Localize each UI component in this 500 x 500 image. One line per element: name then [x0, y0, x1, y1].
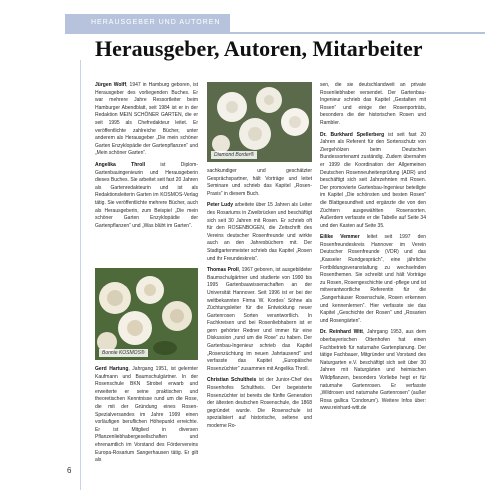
text-column-1 [95, 82, 198, 260]
bio-name: Dr. Reinhard Witt [320, 329, 363, 336]
bio-text: leitet seit 1997 den Rosenfreundeskreis Hannover im Verein Deutscher Rosenfreunde (VDR) und das „Kasseler Rundgespräch“, eine jährliche Fortbildungsveranstaltung zu wechselnden Rosenthemen. Sie schreibt und hält Vorträge zu Rosen, Rosengeschichte und -pflege und ist mitverantwortliche Referentin für die „Sangerhäuser Rosenschule, Rosen erkennen und kennenlernen“. Hier verfasste sie das Kapitel „Geschichte der Rosen“ und „Rosarien und Rosengärten“. [320, 234, 426, 324]
bio-text: , 1947 in Hamburg geboren, ist Herausgeber des vorliegenden Buches. Er war mehrere Jahre Ressortleiter beim Hamburger Abendblatt, seit 1984 ist er in der Redaktion MEIN SCHÖNER GARTEN, die er seit 1995 als Chefredakteur leitet. Er veröffentlichte zahlreiche Bücher, unter anderem als Herausgeber „Die mein schöner Garten Enzyklopädie der Gartenpflanzen“ und „Mein schöner Garten“. [95, 82, 198, 157]
bio-name: Thomas Proll [207, 267, 239, 274]
rose-photo-bonnie [95, 268, 198, 360]
bio-name: Peter Ludy [207, 202, 234, 209]
bio-paragraph [207, 377, 312, 430]
photo-caption: Diamond Border® [211, 151, 257, 159]
bio-name: Dr. Burkhard Spellerberg [320, 131, 385, 138]
bio-paragraph [207, 202, 312, 263]
bio-paragraph [320, 82, 426, 128]
text-column-1-lower [95, 366, 198, 491]
bio-text: sen, die sie deutschlandweit an private Rosenliebhaber versendet. Der Gartenbau-Ingenieur schrieb das Kapitel „Gestalten mit Rosen“ und einige der Rosenporträts, besonders die der historischen Rosen und Rambler. [320, 82, 426, 126]
bio-text: arbeitete über 15 Jahren als Leiter des Rosariums in Zweibrücken und beschäftigt sich seit 30 Jahren mit Rosen. Er schrieb oft für den ROSENBOGEN, die Zeitschrift des Vereins deutscher Rosenfreunde und wirkte auch an den Jahresbüchern mit. Der Stadtgartenmeister schrieb das Kapitel „Rosen und ihr Freundeskreis“. [207, 202, 312, 262]
bio-paragraph [207, 168, 312, 198]
bio-text: sachkundiger und geschätzter Gesprächspartner, hält Vorträge und leitet Seminare und schrieb das Kapitel „Rosen-Praxis“ in diesem Buch. [207, 168, 312, 197]
bio-text: , 1967 geboren, ist ausgebildeter Baumschulgärtner und studierte von 1990 bis 1995 Gartenbauwissenschaften an der Universität Hannover. Seit 1996 ist er bei der weltbekannten Firma W. Kordes’ Söhne als Züchtungsleiter für die Entwicklung neuer Gartenrosen Sorten verantwortlich. In Fachkreisen und bei Rosenliebhabern ist er gern gehörter Redner und immer für eine Diskussion „rund um die Rose“ zu haben. Der Gartenbau-Ingenieur schrieb das Kapitel „Rosenzüchtung im neuen Jahrtausend“ und verfasste das Kapitel „Europäische Rosenzüchter“ zusammen mit Angelika Throll. [207, 267, 312, 372]
page-number: 6 [67, 466, 72, 475]
bio-text: ist seit fast 20 Jahren als Referent für den Sortenschutz von Ziergehölzen beim Deutschen Bundessortenamt zuständig. Zudem übernahm er 1999 die Koordination der Allgemeinen Deutschen Rosenneuheitenprüfung (ADR) und beschäftigt sich seit Jahrzehnten mit Rosen. Der promovierte Gartenbau-Ingenieur beteiligte im Kapitel „Die schönsten und besten Rosen“ die Blattgesundheit und ergänzte die von den Züchtern ausgewählten Rosensorten. Außerdem verfasste er die Tabelle auf Seite 34 und den Kasten auf Seite 35. [320, 131, 426, 229]
header-rule [65, 32, 485, 34]
photo-caption: Bonnie KOSMOS® [99, 349, 148, 357]
text-column-2 [207, 168, 312, 493]
bio-paragraph [207, 267, 312, 373]
bio-paragraph [320, 234, 426, 325]
bio-paragraph [95, 82, 198, 158]
bio-text: ist Diplom-Gartenbauingenieurin und Herausgeberin dieses Buches. Sie arbeitet seit fast 20 Jahren als Gartenredakteurin und ist als Redaktionsleiterin Garten im KOSMOS-Verlag tätig. Sie veröffentlichte mehrere Bücher, auch als Herausgeberin, zum Beispiel „Die mein schöner Garten Enzyklopädie der Gartenpflanzen“ und „Was blüht im Garten“. [95, 161, 198, 229]
bio-name: Eilike Vemmer [320, 234, 360, 241]
bio-name: Christian Schultheis [207, 377, 257, 384]
bio-name: Jürgen Wolff [95, 82, 127, 88]
margin-rule [80, 60, 81, 490]
bio-text: , Jahrgang 1953, aus dem oberbayerischen Ottenhofen hat einen Fachbetrieb für naturnahe Gartenplanung. Der tätige Fachbauer, Mitgründer und Vorstand des Naturgarten e.V. beschäftigt sich seit über 30 Jahren mit Naturgärten und heimischen Wildpflanzen, besonders Vorliebe hegt er für naturnahe Gartenrosen. Er verfasste „Wildrosen und naturnahe Gartenrosen“ (außer Rosa gallica ‘Condorum’). Weitere Infos über: www.reinhard-witt.de [320, 329, 426, 412]
bio-name: Gerd Hartung [95, 366, 129, 372]
text-column-3 [320, 82, 426, 492]
bio-name: Angelika Throll [95, 161, 146, 168]
bio-text: ist der Junior-Chef des Rosenhofes Schultheis. Der begeisterte Rosenzüchter ist bereits die fünfte Generation der ältesten deutschen Rosenschule, die 1868 gegründet wurde. Die Rosenschule ist spezialisiert auf historische, seltene und moderne Ro- [207, 377, 312, 429]
page-title: Herausgeber, Autoren, Mitarbeiter [95, 36, 423, 61]
section-tab: HERAUSGEBER UND AUTOREN [65, 14, 230, 32]
bio-paragraph [95, 162, 198, 230]
bio-text: , Jahrgang 1951, ist gelernter Kaufmann und Baumschulgärtner. In der Rosenschule BKN Strobel erwarb und erweiterte er seine praktischen und theoretischen Kenntnisse rund um die Rose, die mit der Gründung eines Rosen-Spezialversandes im Jahre 1999 einen vorläufigen beruflichen Höhepunkt erreichte. Er ist Mitglied in diversen Pflanzenliebhabergesellschaften und ehrenamtlich im Vorstand des Fördervereins Europa-Rosarium Sangerhausen tätig. Er gilt als [95, 366, 198, 464]
bio-paragraph [95, 366, 198, 465]
white-roses-image [207, 82, 312, 162]
rose-photo-diamond-border [207, 82, 312, 162]
bio-paragraph [320, 329, 426, 413]
white-roses-image [95, 268, 198, 360]
bio-paragraph [320, 132, 426, 231]
